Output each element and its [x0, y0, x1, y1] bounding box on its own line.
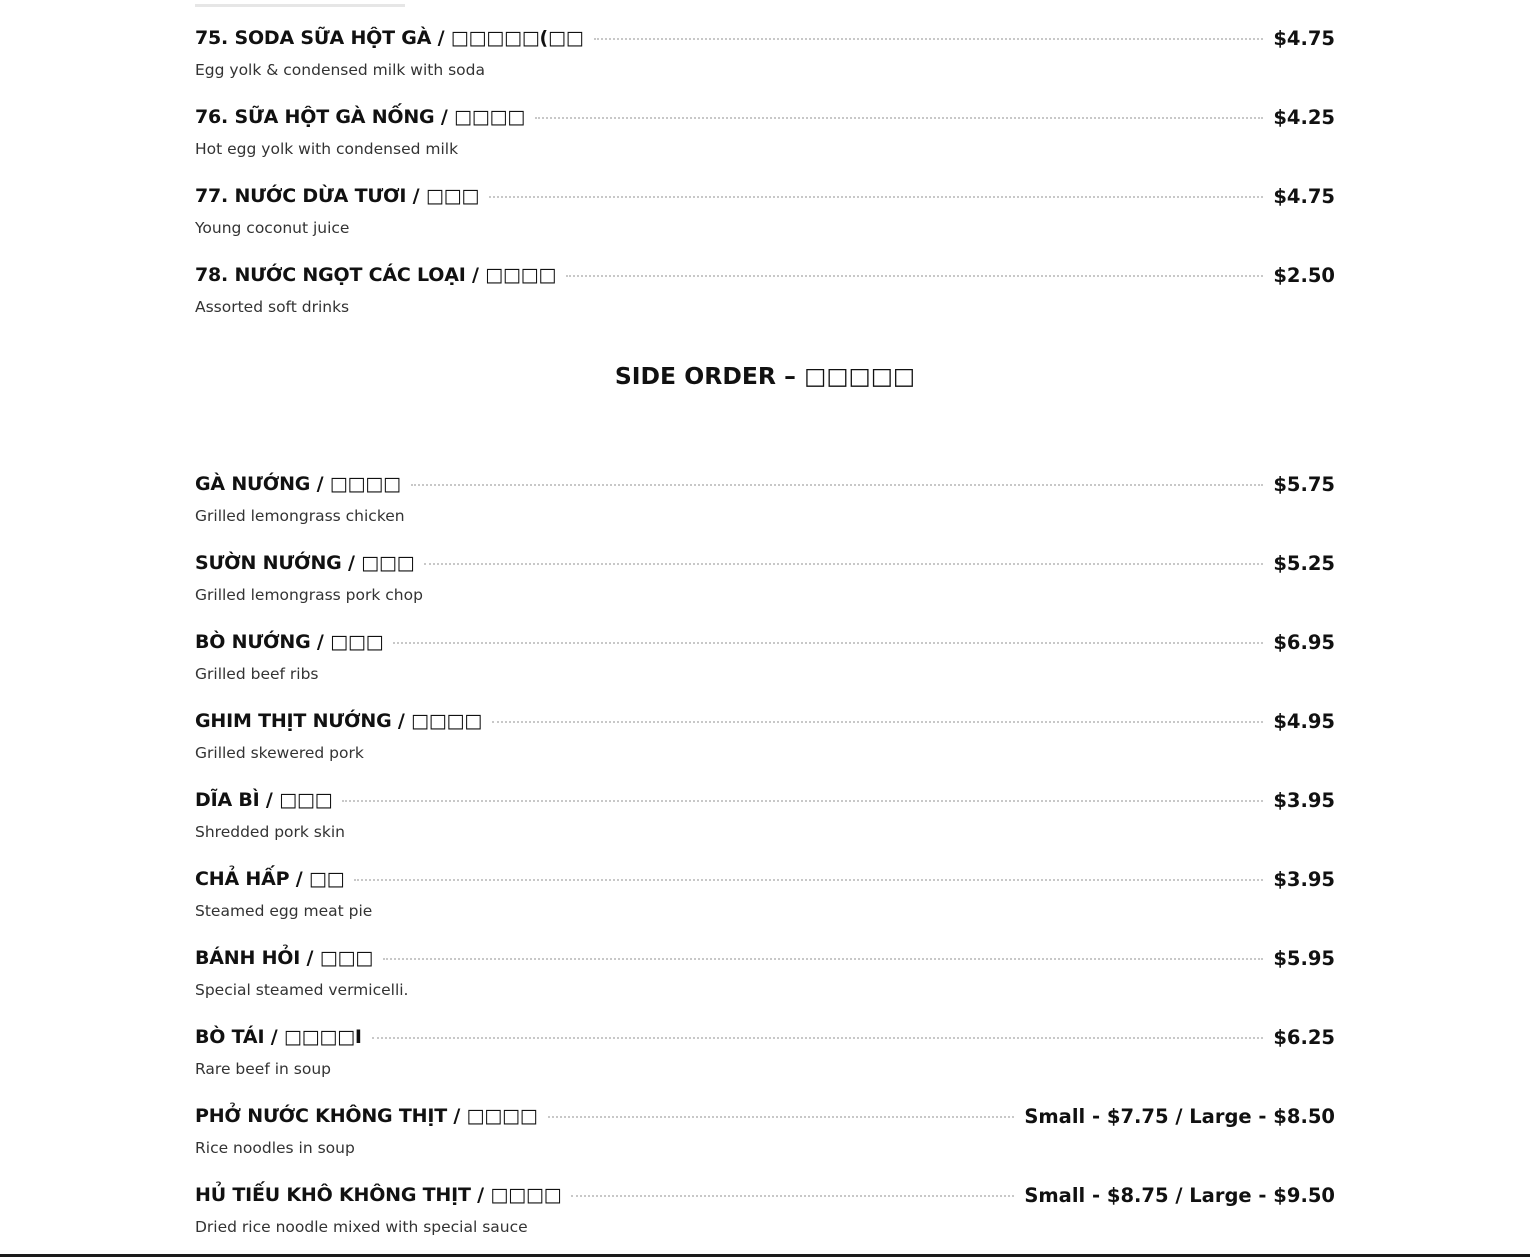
item-price: $4.75: [1273, 184, 1335, 208]
item-name: PHỞ NƯỚC KHÔNG THỊT / □□□□: [195, 1105, 538, 1127]
dot-leader: [372, 1037, 1264, 1039]
item-name: DĨA BÌ / □□□: [195, 789, 333, 811]
menu-item: [195, 158, 1335, 237]
item-price: $4.75: [1273, 26, 1335, 50]
menu-item: [195, 1078, 1335, 1157]
menu-item: [195, 841, 1335, 920]
item-price: Small - $8.75 / Large - $9.50: [1024, 1183, 1335, 1207]
item-price: $3.95: [1273, 788, 1335, 812]
menu-item: [195, 525, 1335, 604]
item-description: Rare beef in soup: [195, 1060, 331, 1078]
item-name: 77. NƯỚC DỪA TƯƠI / □□□: [195, 185, 480, 207]
dot-leader: [342, 800, 1263, 802]
menu-item: [195, 79, 1335, 158]
item-name: HỦ TIẾU KHÔ KHÔNG THỊT / □□□□: [195, 1184, 562, 1206]
item-price: $3.95: [1273, 867, 1335, 891]
menu-list-side-order: [195, 446, 1335, 1236]
item-name: 75. SODA SỮA HỘT GÀ / □□□□□(□□: [195, 27, 584, 49]
item-description: Egg yolk & condensed milk with soda: [195, 61, 486, 79]
dot-leader: [594, 38, 1264, 40]
menu-item: [195, 999, 1335, 1078]
menu-item: [195, 683, 1335, 762]
item-description: Grilled beef ribs: [195, 665, 319, 683]
item-name: 76. SỮA HỘT GÀ NỐNG / □□□□: [195, 106, 526, 128]
item-price: $5.95: [1273, 946, 1335, 970]
menu-item: [195, 1157, 1335, 1236]
item-name: SƯỜN NƯỚNG / □□□: [195, 552, 415, 574]
dot-leader: [548, 1116, 1015, 1118]
menu-item: [195, 604, 1335, 683]
dot-leader: [411, 484, 1264, 486]
item-name: CHẢ HẤP / □□: [195, 868, 345, 890]
item-name: BÒ TÁI / □□□□I: [195, 1026, 362, 1048]
dot-leader: [354, 879, 1263, 881]
item-description: Grilled lemongrass pork chop: [195, 586, 423, 604]
item-price: $6.25: [1273, 1025, 1335, 1049]
menu-list-drinks: [195, 0, 1335, 316]
item-price: $4.95: [1273, 709, 1335, 733]
dot-leader: [571, 1195, 1014, 1197]
item-description: Steamed egg meat pie: [195, 902, 373, 920]
item-description: Dried rice noodle mixed with special sauce: [195, 1218, 528, 1236]
item-description: Assorted soft drinks: [195, 298, 350, 316]
dot-leader: [566, 275, 1263, 277]
item-price: $6.95: [1273, 630, 1335, 654]
item-description: Rice noodles in soup: [195, 1139, 355, 1157]
item-price: $5.75: [1273, 472, 1335, 496]
item-price: $5.25: [1273, 551, 1335, 575]
item-price: $4.25: [1273, 105, 1335, 129]
menu-item: [195, 237, 1335, 316]
dot-leader: [383, 958, 1263, 960]
item-price: Small - $7.75 / Large - $8.50: [1024, 1104, 1335, 1128]
dot-leader: [424, 563, 1263, 565]
dot-leader: [492, 721, 1263, 723]
item-name: GHIM THỊT NƯỚNG / □□□□: [195, 710, 483, 732]
item-name: 78. NƯỚC NGỌT CÁC LOẠI / □□□□: [195, 264, 557, 286]
item-price: $2.50: [1273, 263, 1335, 287]
item-description: Grilled lemongrass chicken: [195, 507, 405, 525]
item-description: Shredded pork skin: [195, 823, 345, 841]
item-description: Young coconut juice: [195, 219, 350, 237]
item-name: BÁNH HỎI / □□□: [195, 947, 373, 969]
item-description: Special steamed vermicelli.: [195, 981, 409, 999]
item-description: Grilled skewered pork: [195, 744, 364, 762]
menu-item: [195, 762, 1335, 841]
item-name: GÀ NƯỚNG / □□□□: [195, 473, 401, 495]
section-title-side-order: SIDE ORDER – □□□□□: [614, 362, 916, 390]
dot-leader: [489, 196, 1263, 198]
menu-item: [195, 0, 1335, 79]
dot-leader: [393, 642, 1263, 644]
menu-item: [195, 920, 1335, 999]
dot-leader: [535, 117, 1263, 119]
menu-item: [195, 446, 1335, 525]
item-name: BÒ NƯỚNG / □□□: [195, 631, 384, 653]
item-description: Hot egg yolk with condensed milk: [195, 140, 459, 158]
